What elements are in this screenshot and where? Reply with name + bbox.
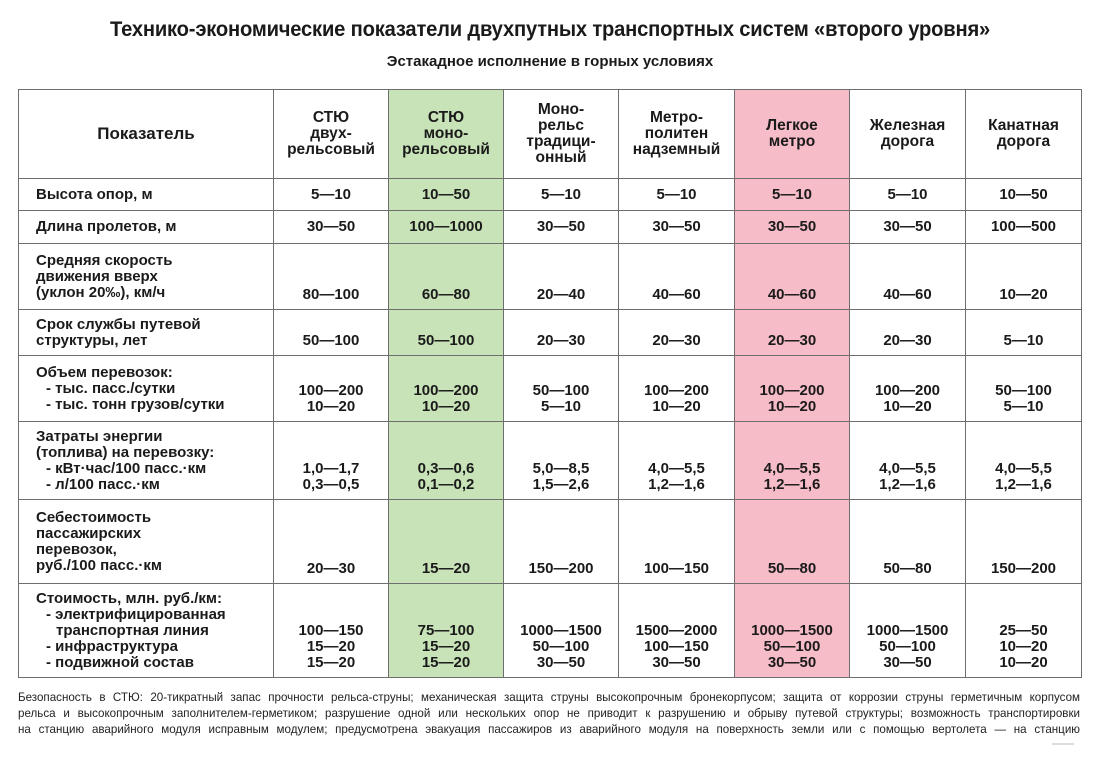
table-cell: 40—60	[850, 244, 966, 310]
header-traditional-monorail: Моно- рельс традици- онный	[504, 90, 619, 179]
table-cell: 1500—2000 100—150 30—50	[619, 584, 735, 678]
header-stu-monorail: СТЮ моно- рельсовый	[389, 90, 504, 179]
table-cell: 75—100 15—20 15—20	[389, 584, 504, 678]
table-cell: 80—100	[274, 244, 389, 310]
table-cell: 1000—1500 50—100 30—50	[735, 584, 850, 678]
row-label: Высота опор, м	[19, 179, 274, 211]
table-row	[19, 179, 1082, 211]
table-cell: 100—200 10—20	[274, 356, 389, 422]
header-indicator: Показатель	[19, 90, 274, 179]
table-row	[19, 422, 1082, 500]
table-cell: 30—50	[274, 211, 389, 244]
footnote-line: Безопасность в СТЮ: 20-тикратный запас прочности рельса-струны; механическая защита струны высокопрочным бронекорпусом; защита от коррозии струны герметичным корпусом	[18, 691, 1080, 704]
row-label: Стоимость, млн. руб./км: - электрифицированная транспортная линия - инфраструктура - подвижной состав	[19, 584, 274, 678]
table-cell: 50—100	[389, 310, 504, 356]
row-label: Длина пролетов, м	[19, 211, 274, 244]
table-cell: 50—100 5—10	[504, 356, 619, 422]
table-cell: 100—150 15—20 15—20	[274, 584, 389, 678]
table-cell: 100—150	[619, 500, 735, 584]
table-cell: 5—10	[850, 179, 966, 211]
table-cell: 50—80	[850, 500, 966, 584]
table-cell: 4,0—5,5 1,2—1,6	[735, 422, 850, 500]
table-cell: 50—80	[735, 500, 850, 584]
table-cell: 100—200 10—20	[619, 356, 735, 422]
header-elevated-metro: Метро- политен надземный	[619, 90, 735, 179]
table-row	[19, 500, 1082, 584]
table-cell: 60—80	[389, 244, 504, 310]
table-cell: 150—200	[504, 500, 619, 584]
page-subtitle: Эстакадное исполнение в горных условиях	[386, 53, 714, 70]
table-cell: 100—1000	[389, 211, 504, 244]
table-cell: 20—30	[274, 500, 389, 584]
table-cell: 4,0—5,5 1,2—1,6	[850, 422, 966, 500]
table-cell: 50—100	[274, 310, 389, 356]
table-row	[19, 584, 1082, 678]
table-cell: 5—10	[504, 179, 619, 211]
table-cell: 10—20	[966, 244, 1082, 310]
row-label: Объем перевозок: - тыс. пасс./сутки - тыс. тонн грузов/сутки	[19, 356, 274, 422]
table-cell: 20—30	[850, 310, 966, 356]
row-label: Себестоимость пассажирских перевозок, руб./100 пасс.·км	[19, 500, 274, 584]
table-cell: 5,0—8,5 1,5—2,6	[504, 422, 619, 500]
table-cell: 5—10	[966, 310, 1082, 356]
table-cell: 30—50	[735, 211, 850, 244]
table-cell: 10—50	[389, 179, 504, 211]
table-cell: 1,0—1,7 0,3—0,5	[274, 422, 389, 500]
table-row	[19, 244, 1082, 310]
table-row	[19, 356, 1082, 422]
page-mark	[1052, 743, 1074, 745]
table-cell: 100—200 10—20	[850, 356, 966, 422]
table-cell: 20—40	[504, 244, 619, 310]
table-cell: 1000—1500 50—100 30—50	[504, 584, 619, 678]
table-cell: 5—10	[274, 179, 389, 211]
table-cell: 20—30	[735, 310, 850, 356]
table-cell: 40—60	[735, 244, 850, 310]
row-label: Затраты энергии (топлива) на перевозку: - кВт·час/100 пасс.·км - л/100 пасс.·км	[19, 422, 274, 500]
table-cell: 5—10	[735, 179, 850, 211]
table-cell: 100—500	[966, 211, 1082, 244]
table-cell: 40—60	[619, 244, 735, 310]
table-cell: 30—50	[619, 211, 735, 244]
table-cell: 30—50	[504, 211, 619, 244]
footnote-line: рельса и высокопрочным заполнителем-герметиком; разрушение одной или нескольких опор не приводит к разрушению и обрыву путевой структуры; возможность транспортировки	[18, 707, 1080, 720]
table-cell: 1000—1500 50—100 30—50	[850, 584, 966, 678]
header-railway: Железная дорога	[850, 90, 966, 179]
table-cell: 4,0—5,5 1,2—1,6	[966, 422, 1082, 500]
table-cell: 50—100 5—10	[966, 356, 1082, 422]
table-cell: 25—50 10—20 10—20	[966, 584, 1082, 678]
row-label: Средняя скорость движения вверх (уклон 20‰), км/ч	[19, 244, 274, 310]
header-light-metro: Легкое метро	[735, 90, 850, 179]
table-cell: 100—200 10—20	[735, 356, 850, 422]
table-row	[19, 310, 1082, 356]
table-cell: 15—20	[389, 500, 504, 584]
table-cell: 30—50	[850, 211, 966, 244]
table-cell: 5—10	[619, 179, 735, 211]
table-cell: 20—30	[619, 310, 735, 356]
table-cell: 4,0—5,5 1,2—1,6	[619, 422, 735, 500]
comparison-table	[18, 89, 1082, 678]
table-header-row	[19, 90, 1082, 179]
safety-footnote	[18, 690, 1080, 738]
table-cell: 100—200 10—20	[389, 356, 504, 422]
table-cell: 150—200	[966, 500, 1082, 584]
table-row	[19, 211, 1082, 244]
table-cell: 0,3—0,6 0,1—0,2	[389, 422, 504, 500]
header-cable-car: Канатная дорога	[966, 90, 1082, 179]
table-cell: 10—50	[966, 179, 1082, 211]
footnote-line: на станцию аварийного модуля исправным модулем; предусмотрена эвакуация пассажиров из аварийного модуля на поверхность земли или с помощью вертолета — на станцию	[18, 723, 1080, 736]
header-stu-double-rail: СТЮ двух- рельсовый	[274, 90, 389, 179]
row-label: Срок службы путевой структуры, лет	[19, 310, 274, 356]
page-title: Технико-экономические показатели двухпутных транспортных систем «второго уровня»	[109, 18, 991, 41]
table-cell: 20—30	[504, 310, 619, 356]
